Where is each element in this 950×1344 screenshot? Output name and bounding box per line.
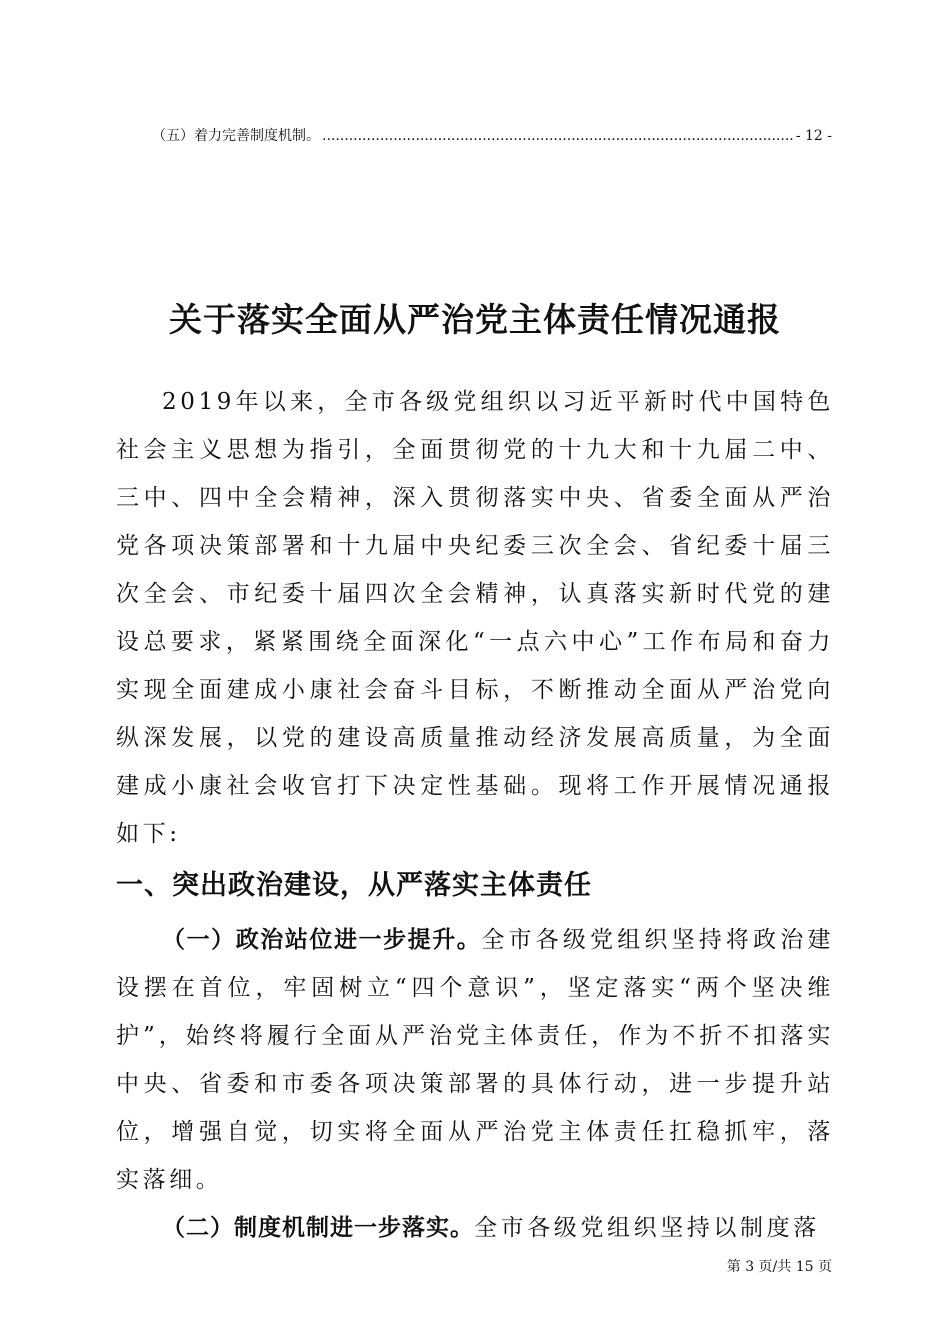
item-lead: （二）制度机制进一步落实。 (162, 1215, 474, 1241)
page-footer: 第 3 页/共 15 页 (726, 1259, 832, 1275)
document-body (116, 378, 834, 1252)
item-text: 全市各级党组织坚持将政治建设摆在首位，牢固树立“四个意识”，坚定落实“两个坚决维护”，始终将履行全面从严治党主体责任，作为不折不扣落实中央、省委和市委各项决策部署的具体行动，进一步提升站位，增强自觉，切实将全面从严治党主体责任扛稳抓牢，落实落细。 (116, 927, 835, 1193)
toc-entry-text: （五）着力完善制度机制。 (152, 128, 320, 144)
toc-entry[interactable] (152, 126, 832, 146)
section-heading: 一、突出政治建设，从严落实主体责任 (116, 870, 592, 901)
item-lead: （一）政治站位进一步提升。 (162, 927, 482, 953)
section-item (116, 1204, 834, 1252)
item-text: 全市各级党组织坚持以制度落 (474, 1215, 820, 1241)
intro-paragraph: 2019年以来，全市各级党组织以习近平新时代中国特色社会主义思想为指引，全面贯彻党的十九大和十九届二中、三中、四中全会精神，深入贯彻落实中央、省委全面从严治党各项决策部署和十九届中央纪委三次全会、省纪委十届三次全会、市纪委十届四次全会精神，认真落实新时代党的建设总要求，紧紧围绕全面深化“一点六中心”工作布局和奋力实现全面建成小康社会奋斗目标，不断推动全面从严治党向纵深发展，以党的建设高质量推动经济发展高质量，为全面建成小康社会收官打下决定性基础。现将工作开展情况通报如下: (116, 389, 834, 847)
toc-page-number: - 12 - (795, 128, 832, 144)
toc-dot-leader (322, 126, 794, 146)
section-item (116, 916, 834, 1204)
document-title: 关于落实全面从严治党主体责任情况通报 (169, 300, 781, 340)
